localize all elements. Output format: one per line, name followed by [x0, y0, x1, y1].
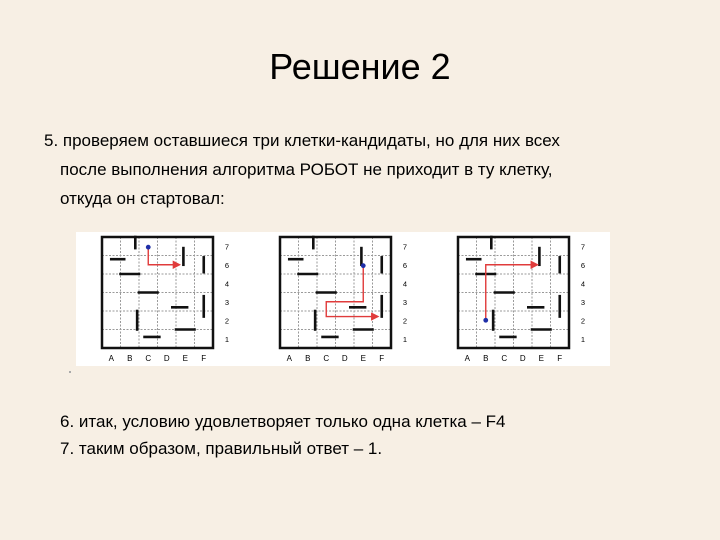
- column-label: D: [163, 354, 170, 363]
- row-label: 3: [580, 297, 586, 307]
- row-label: 4: [224, 279, 230, 289]
- row-label: 7: [402, 242, 408, 252]
- robot-marker: [483, 318, 488, 323]
- column-label: B: [127, 354, 133, 363]
- row-label: 7: [224, 242, 230, 252]
- column-label: F: [201, 354, 207, 363]
- column-label: D: [519, 354, 526, 363]
- row-label: 3: [402, 297, 408, 307]
- conclusion-line-2: 7. таким образом, правильный ответ – 1.: [60, 439, 383, 458]
- column-label: D: [341, 354, 348, 363]
- row-label: 1: [402, 334, 408, 344]
- paragraph-line-3: откуда он стартовал:: [60, 189, 225, 208]
- slide-title: Решение 2: [269, 46, 451, 87]
- maze-panel-1: [102, 237, 229, 363]
- row-label: 6: [580, 260, 586, 270]
- row-label: 3: [224, 297, 230, 307]
- column-label: B: [483, 354, 489, 363]
- row-label: 4: [402, 279, 408, 289]
- row-label: 2: [580, 316, 586, 326]
- maze-illustrations: [76, 232, 610, 366]
- conclusion-line-1: 6. итак, условию удовлетворяет только одна клетка – F4: [60, 412, 506, 431]
- paragraph-line-1: 5. проверяем оставшиеся три клетки-кандидаты, но для них всех: [44, 131, 560, 150]
- column-label: A: [108, 354, 114, 363]
- row-label: 6: [224, 260, 230, 270]
- conclusion-block: [60, 408, 700, 462]
- column-label: B: [305, 354, 311, 363]
- row-label: 2: [224, 316, 230, 326]
- row-label: 6: [402, 260, 408, 270]
- maze-panel-3: [458, 237, 585, 363]
- robot-marker: [361, 263, 366, 268]
- paragraph-line-2: после выполнения алгоритма РОБОТ не приходит в ту клетку,: [60, 160, 553, 179]
- column-label: C: [501, 354, 508, 363]
- row-label: 4: [580, 279, 586, 289]
- column-label: A: [464, 354, 470, 363]
- column-label: F: [557, 354, 563, 363]
- step-5-paragraph: [44, 126, 684, 213]
- row-label: 1: [224, 334, 230, 344]
- column-label: A: [286, 354, 292, 363]
- column-label: C: [323, 354, 330, 363]
- column-label: E: [538, 354, 544, 363]
- column-label: E: [182, 354, 188, 363]
- maze-figure: [76, 232, 610, 366]
- column-label: F: [379, 354, 385, 363]
- maze-panel-2: [280, 237, 407, 363]
- row-label: 7: [580, 242, 586, 252]
- column-label: C: [145, 354, 152, 363]
- robot-marker: [146, 245, 151, 250]
- row-label: 1: [580, 334, 586, 344]
- column-label: E: [360, 354, 366, 363]
- stray-dot: [69, 371, 71, 373]
- robot-path: [326, 266, 378, 317]
- row-label: 2: [402, 316, 408, 326]
